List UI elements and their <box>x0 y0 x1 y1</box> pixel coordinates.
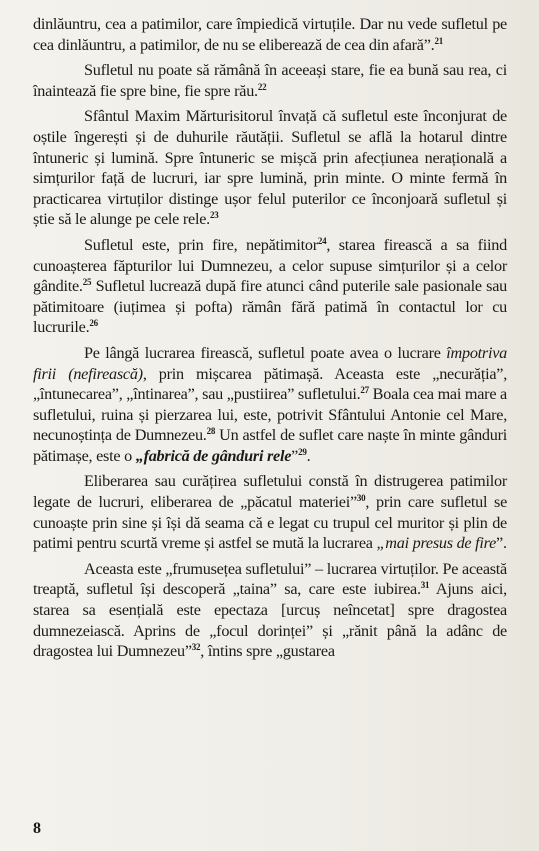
footnote-ref: 26 <box>89 318 98 329</box>
text-run: , întins spre „gustarea <box>200 642 335 661</box>
footnote-ref: 28 <box>206 426 216 437</box>
text-run: Pe lângă lucrarea firească, sufletul poate avea o lucrare <box>84 343 447 362</box>
text-run: , starea firească a sa fiind cunoașterea făpturilor lui Dumnezeu, a celor supuse simțurilor și a celor gândite. <box>33 235 507 296</box>
footnote-ref: 29 <box>298 446 307 457</box>
text-run: Aceasta este „frumusețea sufletului” – lucrarea virtuților. Pe această treaptă, sufletul își descoperă „taina” sa, care este iubirea. <box>33 559 507 599</box>
paragraph <box>33 235 507 338</box>
footnote-ref: 27 <box>360 385 369 396</box>
text-run: ” <box>291 446 299 465</box>
emphasized-text: „mai presus de fire <box>376 534 497 553</box>
footnote-ref: 30 <box>356 493 366 504</box>
emphasized-text: „fabrică de gânduri rele <box>135 446 292 465</box>
paragraph <box>33 106 507 230</box>
body-text <box>33 14 507 662</box>
text-run: Un astfel de suflet care naște în minte gânduri pătimașe, este o <box>33 426 507 465</box>
text-run: , prin mișcarea pătimașă. Aceasta este „necurăția”, „întunecarea”, „întinarea”, sau „pustiirea” sufletului. <box>33 364 507 404</box>
text-run: Eliberarea sau curățirea sufletului constă în distrugerea patimilor legate de lucruri, eliberarea de „păcatul materiei” <box>33 472 507 512</box>
footnote-ref: 24 <box>317 235 327 246</box>
text-run: Sufletul lucrează după fire atunci când puterile sale pasionale sau pătimitoare (iuțimea și pofta) rămân fără patimă în contactul lor cu lucrurile. <box>33 277 507 337</box>
footnote-ref: 25 <box>82 277 92 288</box>
paragraph <box>33 471 507 553</box>
paragraph <box>33 559 507 662</box>
text-run: . <box>306 446 311 465</box>
footnote-ref: 22 <box>257 81 267 92</box>
paragraph <box>33 60 507 101</box>
footnote-ref: 21 <box>434 35 443 46</box>
text-run: Sufletul nu poate să rămână în aceeași stare, fie ea bună sau rea, ci înaintează fie spre bine, fie spre rău. <box>33 61 507 100</box>
footnote-ref: 32 <box>191 642 201 653</box>
footnote-ref: 31 <box>420 580 430 591</box>
text-run: Sfântul Maxim Mărturisitorul învață că sufletul este înconjurat de oștile îngerești și de duhurile răutății. Sufletul se află la hotarul dintre întuneric și lumină. Spre întuneric se mișcă prin afecțiunea nerațională a simțurilor față de lucruri, iar spre lumină, prin minte. O minte fermă în practicarea virtuților distinge ușor felul puterilor ce înconjoară sufletul și știe să le alunge pe cele rele. <box>33 107 507 229</box>
emphasized-text: împotriva firii (nefirească) <box>33 343 507 383</box>
text-run: dinlăuntru, cea a patimilor, care împiedică virtuțile. Dar nu vede sufletul pe cea dinlăuntru, a patimilor, de nu se eliberează de cea din afară”. <box>33 15 507 54</box>
page-number: 8 <box>33 820 41 837</box>
text-run: Boala cea mai mare a sufletului, ruina și pierzarea lui, este, potrivit Sfântului Antonie cel Mare, necunoștința de Dumnezeu. <box>33 385 507 445</box>
text-run: Ajuns aici, starea sa esențială este epectaza [urcuș neîncetat] spre dragostea dumnezeiască. Aprins de „focul dorinței” și „rănit până la adânc de dragostea lui Dumnezeu” <box>33 580 507 661</box>
footnote-ref: 23 <box>209 210 219 221</box>
text-run: , prin care sufletul se cunoaște prin sine și își dă seama că e legat cu trupul cel muritor și plin de patimi pentru scurtă vreme și astfel se mută la lucrarea <box>33 493 508 553</box>
paragraph <box>33 14 507 55</box>
paragraph <box>33 343 507 467</box>
text-run: Sufletul este, prin fire, nepătimitor <box>84 235 318 254</box>
text-run: ”. <box>496 534 507 553</box>
